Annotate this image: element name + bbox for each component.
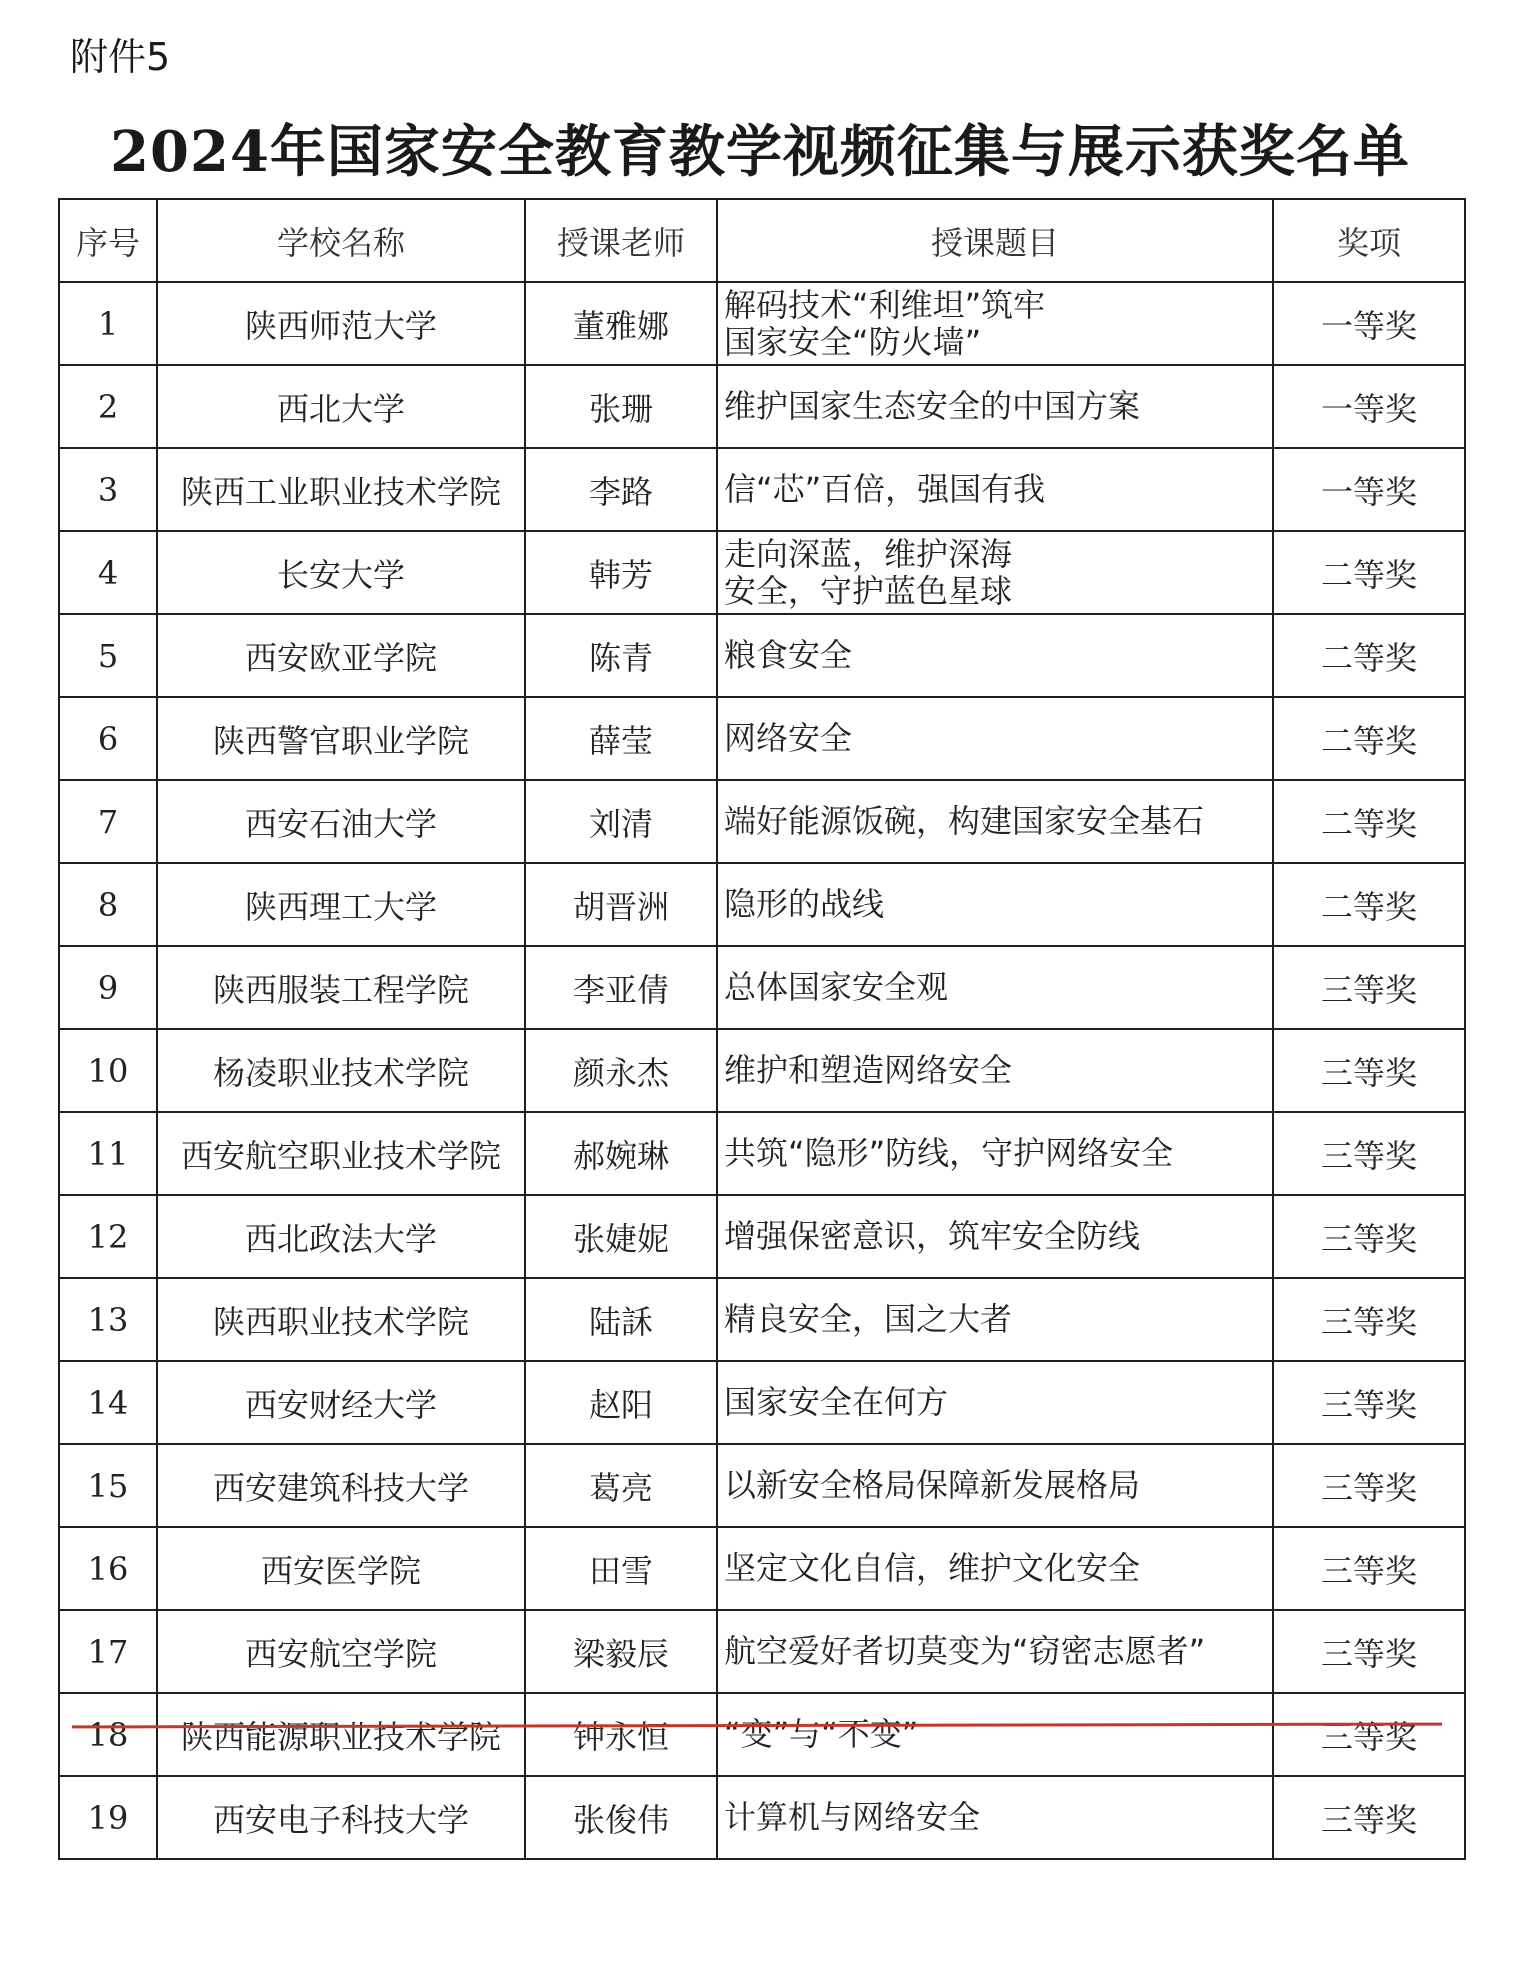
table-row <box>59 1029 1465 1112</box>
cell-award: 三等奖 <box>1273 1693 1465 1776</box>
cell-award: 三等奖 <box>1273 1610 1465 1693</box>
cell-topic: 以新安全格局保障新发展格局 <box>717 1444 1273 1527</box>
cell-school: 陕西师范大学 <box>157 282 525 365</box>
awards-table <box>58 198 1466 1860</box>
cell-teacher: 韩芳 <box>525 531 717 614</box>
cell-no: 2 <box>59 365 157 448</box>
cell-school: 西安医学院 <box>157 1527 525 1610</box>
cell-teacher: 李路 <box>525 448 717 531</box>
cell-school: 西北大学 <box>157 365 525 448</box>
table-row <box>59 1776 1465 1859</box>
cell-award: 三等奖 <box>1273 1776 1465 1859</box>
cell-school: 西安财经大学 <box>157 1361 525 1444</box>
cell-topic: “变”与“不变” <box>717 1693 1273 1776</box>
cell-school: 西安建筑科技大学 <box>157 1444 525 1527</box>
cell-school: 西安电子科技大学 <box>157 1776 525 1859</box>
cell-no: 14 <box>59 1361 157 1444</box>
cell-award: 二等奖 <box>1273 531 1465 614</box>
cell-no: 8 <box>59 863 157 946</box>
cell-topic: 航空爱好者切莫变为“窃密志愿者” <box>717 1610 1273 1693</box>
cell-award: 二等奖 <box>1273 697 1465 780</box>
cell-topic: 精良安全，国之大者 <box>717 1278 1273 1361</box>
table-row <box>59 1610 1465 1693</box>
cell-school: 西安欧亚学院 <box>157 614 525 697</box>
cell-teacher: 张俊伟 <box>525 1776 717 1859</box>
cell-school: 西安石油大学 <box>157 780 525 863</box>
cell-school: 长安大学 <box>157 531 525 614</box>
cell-no: 11 <box>59 1112 157 1195</box>
cell-award: 三等奖 <box>1273 1195 1465 1278</box>
cell-no: 18 <box>59 1693 157 1776</box>
cell-award: 一等奖 <box>1273 282 1465 365</box>
cell-no: 17 <box>59 1610 157 1693</box>
table-row <box>59 946 1465 1029</box>
cell-no: 16 <box>59 1527 157 1610</box>
table-row <box>59 1112 1465 1195</box>
header-no: 序号 <box>59 199 157 282</box>
cell-school: 西安航空职业技术学院 <box>157 1112 525 1195</box>
cell-no: 19 <box>59 1776 157 1859</box>
cell-topic: 信“芯”百倍，强国有我 <box>717 448 1273 531</box>
cell-topic: 端好能源饭碗，构建国家安全基石 <box>717 780 1273 863</box>
cell-award: 二等奖 <box>1273 614 1465 697</box>
cell-school: 陕西职业技术学院 <box>157 1278 525 1361</box>
cell-school: 杨凌职业技术学院 <box>157 1029 525 1112</box>
cell-no: 13 <box>59 1278 157 1361</box>
cell-teacher: 赵阳 <box>525 1361 717 1444</box>
table-row <box>59 697 1465 780</box>
cell-teacher: 薛莹 <box>525 697 717 780</box>
header-school: 学校名称 <box>157 199 525 282</box>
table-row <box>59 863 1465 946</box>
cell-topic: 粮食安全 <box>717 614 1273 697</box>
table-header-row <box>59 199 1465 282</box>
cell-no: 10 <box>59 1029 157 1112</box>
cell-school: 陕西警官职业学院 <box>157 697 525 780</box>
table-row <box>59 1527 1465 1610</box>
cell-teacher: 张珊 <box>525 365 717 448</box>
cell-teacher: 刘清 <box>525 780 717 863</box>
header-teacher: 授课老师 <box>525 199 717 282</box>
cell-topic: 网络安全 <box>717 697 1273 780</box>
cell-no: 4 <box>59 531 157 614</box>
cell-award: 二等奖 <box>1273 863 1465 946</box>
cell-teacher: 郝婉琳 <box>525 1112 717 1195</box>
table-row <box>59 365 1465 448</box>
cell-award: 一等奖 <box>1273 365 1465 448</box>
document-title: 2024年国家安全教育教学视频征集与展示获奖名单 <box>110 119 1410 185</box>
cell-teacher: 张婕妮 <box>525 1195 717 1278</box>
cell-teacher: 董雅娜 <box>525 282 717 365</box>
cell-teacher: 李亚倩 <box>525 946 717 1029</box>
cell-teacher: 葛亮 <box>525 1444 717 1527</box>
cell-topic: 国家安全在何方 <box>717 1361 1273 1444</box>
cell-no: 3 <box>59 448 157 531</box>
attachment-label: 附件5 <box>70 35 171 79</box>
table-row <box>59 1278 1465 1361</box>
header-award: 奖项 <box>1273 199 1465 282</box>
cell-teacher: 胡晋洲 <box>525 863 717 946</box>
cell-award: 三等奖 <box>1273 1029 1465 1112</box>
cell-award: 二等奖 <box>1273 780 1465 863</box>
table-row <box>59 282 1465 365</box>
cell-teacher: 钟永恒 <box>525 1693 717 1776</box>
table-row <box>59 1693 1465 1776</box>
cell-no: 9 <box>59 946 157 1029</box>
cell-no: 7 <box>59 780 157 863</box>
cell-topic: 维护国家生态安全的中国方案 <box>717 365 1273 448</box>
cell-topic: 坚定文化自信，维护文化安全 <box>717 1527 1273 1610</box>
cell-topic: 增强保密意识，筑牢安全防线 <box>717 1195 1273 1278</box>
cell-teacher: 田雪 <box>525 1527 717 1610</box>
cell-school: 陕西能源职业技术学院 <box>157 1693 525 1776</box>
cell-no: 1 <box>59 282 157 365</box>
cell-topic: 总体国家安全观 <box>717 946 1273 1029</box>
cell-award: 三等奖 <box>1273 946 1465 1029</box>
cell-school: 陕西服装工程学院 <box>157 946 525 1029</box>
cell-school: 西安航空学院 <box>157 1610 525 1693</box>
cell-award: 三等奖 <box>1273 1112 1465 1195</box>
cell-school: 陕西理工大学 <box>157 863 525 946</box>
cell-topic: 计算机与网络安全 <box>717 1776 1273 1859</box>
table-row <box>59 780 1465 863</box>
table-row <box>59 614 1465 697</box>
cell-award: 一等奖 <box>1273 448 1465 531</box>
table-row <box>59 1361 1465 1444</box>
cell-topic: 维护和塑造网络安全 <box>717 1029 1273 1112</box>
cell-no: 5 <box>59 614 157 697</box>
table-row <box>59 531 1465 614</box>
table-row <box>59 1444 1465 1527</box>
cell-topic: 解码技术“利维坦”筑牢 国家安全“防火墙” <box>717 282 1273 365</box>
cell-award: 三等奖 <box>1273 1361 1465 1444</box>
cell-teacher: 颜永杰 <box>525 1029 717 1112</box>
table-row <box>59 448 1465 531</box>
cell-topic: 走向深蓝，维护深海 安全，守护蓝色星球 <box>717 531 1273 614</box>
cell-teacher: 梁毅辰 <box>525 1610 717 1693</box>
cell-award: 三等奖 <box>1273 1527 1465 1610</box>
cell-award: 三等奖 <box>1273 1278 1465 1361</box>
cell-no: 6 <box>59 697 157 780</box>
cell-topic: 隐形的战线 <box>717 863 1273 946</box>
cell-teacher: 陆訸 <box>525 1278 717 1361</box>
cell-school: 西北政法大学 <box>157 1195 525 1278</box>
cell-no: 12 <box>59 1195 157 1278</box>
cell-award: 三等奖 <box>1273 1444 1465 1527</box>
cell-no: 15 <box>59 1444 157 1527</box>
table-row <box>59 1195 1465 1278</box>
cell-teacher: 陈青 <box>525 614 717 697</box>
cell-topic: 共筑“隐形”防线，守护网络安全 <box>717 1112 1273 1195</box>
cell-school: 陕西工业职业技术学院 <box>157 448 525 531</box>
header-topic: 授课题目 <box>717 199 1273 282</box>
